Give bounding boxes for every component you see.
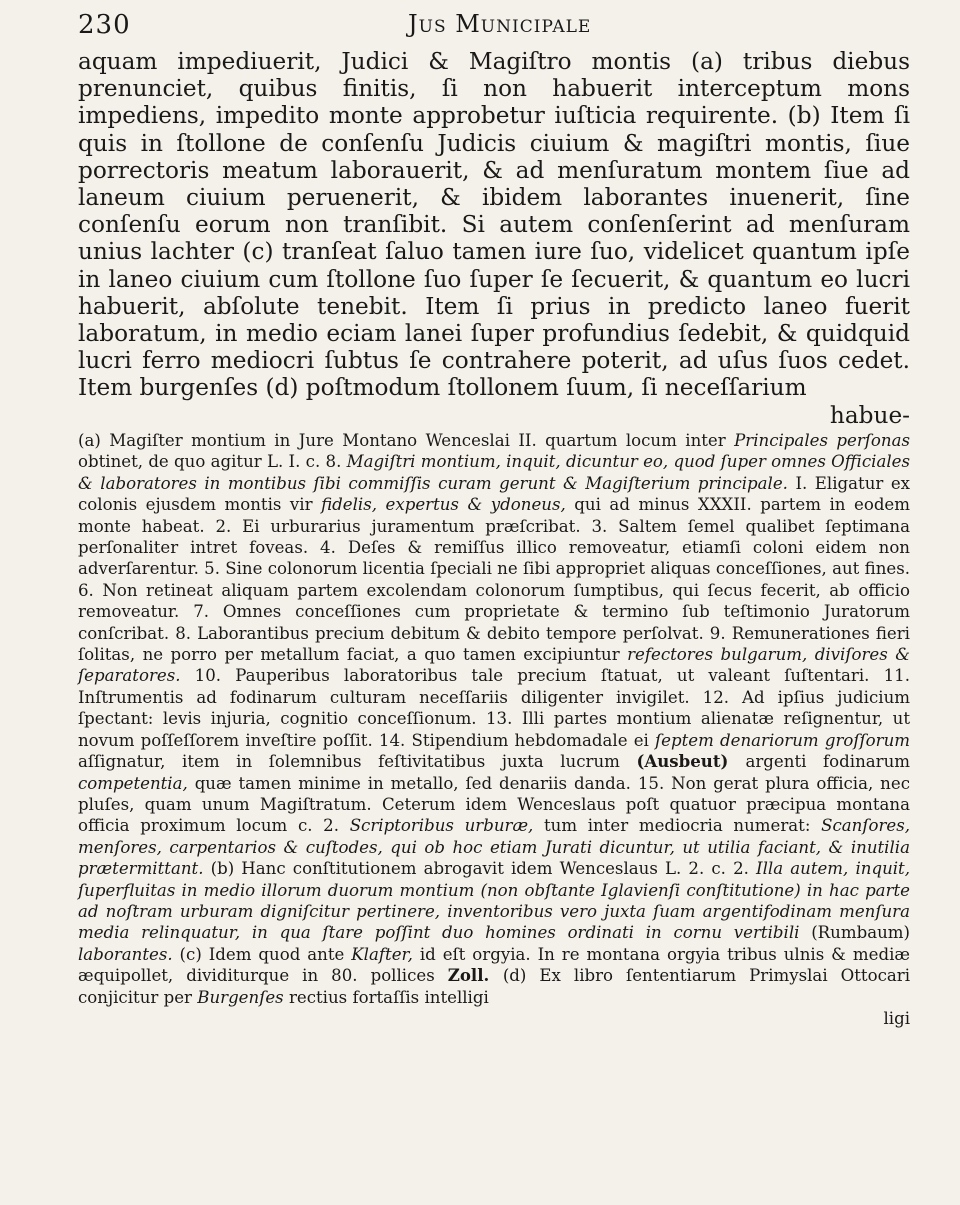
footnotes (78, 430, 910, 1029)
footnote-d-text: (d) Ex libro ſententiarum Primyslai Ottocari conjicitur per (78, 966, 910, 1007)
footnote-a-text: 10. Pauperibus laboratoribus tale precium ſtatuat, ut valeant ſuſtentari. 11. Inſtrumentis ad fodinarum culturam neceſſariis diligenter invigilet. 12. Ad ipſius judicium ſpectant: levis injuria, cognitio conceſſionum. 13. Illi partes montium alienatæ reſignentur, ut novum poſſeſſorem inveſtire poſſit. 14. Stipendium hebdomadale ei (78, 666, 910, 750)
page-header (78, 6, 638, 48)
footnote-a-text: qui ad minus XXXII. partem in eodem monte habeat. 2. Ei urburarius juramentum præſcribat. 3. Saltem ſemel qualibet ſeptimana perſonaliter intret foveas. 4. Deſes & remiſſus illico removeatur, etiamſi coloni eidem non adverſarentur. 5. Sine colonorum licentia ſpeciali ne ſibi appropriet aliquas conceſſiones, aut fines. 6. Non retineat aliquam partem excolendam colonorum ſumptibus, qui ſecus fecerit, ab officio removeatur. 7. Omnes conceſſiones cum proprietate & termino ſub teſtimonio Juratorum conſcribat. 8. Laborantibus precium debitum & debito tempore perſolvat. 9. Remunerationes fieri ſolitas, ne porro per metallum faciat, a quo tamen excipiuntur (78, 495, 910, 665)
main-text (78, 48, 910, 429)
footnote-b-text: (Rumbaum) (811, 923, 910, 943)
footnote-a-italic: Principales perſonas (734, 431, 910, 450)
footnote-a-text: quæ tamen minime in metallo, ſed denariis danda. 15. Non gerat plura officia, nec pluſes, quam unum Magiſtratum. Ceterum idem Wenceslaus poſt quatuor præcipua montana officia proximum locum c. 2. (78, 773, 910, 836)
footnote-a-italic: fidelis, expertus & ydoneus, (321, 495, 575, 515)
footnote-a-italic: ſeptem denariorum groſſorum (655, 730, 910, 750)
page-number: 230 (78, 10, 131, 40)
footnote-c-italic: Klafter, (351, 944, 420, 964)
footnote-c-gothic: Zoll. (447, 965, 503, 986)
footnote-a-italic: Scriptoribus urburæ, (349, 816, 544, 836)
footnote-a-text: argenti fodinarum (745, 752, 911, 772)
running-title: Jus Municipale (408, 10, 592, 38)
footnote-d-italic: Burgenſes (197, 987, 289, 1007)
main-text-catchword: habue- (829, 401, 910, 429)
footnote-a-text: aſſignatur, item in ſolemnibus feſtivitatibus juxta lucrum (78, 752, 637, 772)
footnote-b-text: (b) Hanc conſtitutionem abrogavit idem Wenceslaus L. 2. c. 2. (210, 859, 757, 879)
footnote-c-text: id eſt orgyia. In re montana orgyia tribus ulnis & mediæ æquipollet, dividiturque in 80. pollices (78, 944, 910, 986)
main-paragraph: aquam impediuerit, Judici & Magiſtro montis (a) tribus diebus prenunciet, quibus finitis, ſi non habuerit interceptum mons impediens, impedito monte approbetur iuſticia requirente. (b) Item ſi quis in ſtollone de conſenſu Judicis ciuium & magiſtri montis, ſiue porrectoris meatum laborauerit, & ad menſuratum montem ſiue ad laneum ciuium peruenerit, & ibidem laborantes inuenerit, ſine conſenſu eorum non tranſibit. Si autem conſenſerint ad menſuram unius lachter (c) tranſeat ſaluo tamen iure ſuo, videlicet quantum ipſe in laneo ciuium cum ſtollone ſuo ſuper ſe ſecuerit, & quantum eo lucri habuerit, abſolute tenebit. Item ſi prius in predicto laneo fuerit laboratum, in medio eciam lanei ſuper profundius ſedebit, & quidquid lucri ferro mediocri ſubtus ſe contrahere poterit, ad uſus ſuos cedet. Item burgenſes (d) poſtmodum ſtollonem ſuum, ſi neceſſarium (78, 48, 910, 402)
footnote-a-text: (a) Magiſter montium in Jure Montano Wenceslai II. quartum locum inter (78, 431, 735, 450)
footnote-d-text: rectius fortaſſis intelligi (288, 987, 489, 1007)
footnote-b-italic: Illa autem, inquit, ſuperfluitas in medio illorum duorum montium (non obſtante Iglavienſi conſtitutione) in hac parte ad noſtram urburam digniſcitur pertinere, inventoribus vero juxta ſuam argentifodinam menſura media relinquatur, in qua ſtare poſſint duo homines ordinati in cornu vertibili (78, 859, 911, 943)
footnote-a-gothic: (Ausbeut) (636, 751, 746, 772)
footnote-a-italic: competentia, (78, 773, 195, 793)
footnote-catchword: ligi (883, 1008, 910, 1028)
footnote-b-italic: laborantes. (78, 944, 180, 964)
footnote-a-italic: Scanſores, menſores, carpentarios & cuſtodes, qui ob hoc etiam Jurati dicuntur, ut utilia faciant, & inutilia prætermittant. (78, 816, 910, 879)
footnote-a-text: obtinet, de quo agitur L. I. c. 8. (78, 452, 347, 472)
footnote-a-italic: refectores bulgarum, diviſores & ſeparatores. (78, 645, 910, 686)
footnote-a-text: I. Eligatur ex colonis ejusdem montis vir (78, 473, 911, 515)
footnote-c-text: (c) Idem quod ante (179, 944, 352, 964)
footnote-a-text: tum inter mediocria numerat: (544, 816, 822, 836)
footnote-a-italic: Magiſtri montium, inquit, dicuntur eo, quod ſuper omnes Officiales & laboratores in montibus ſibi commiſſis curam gerunt & Magiſterium principale. (78, 452, 910, 493)
